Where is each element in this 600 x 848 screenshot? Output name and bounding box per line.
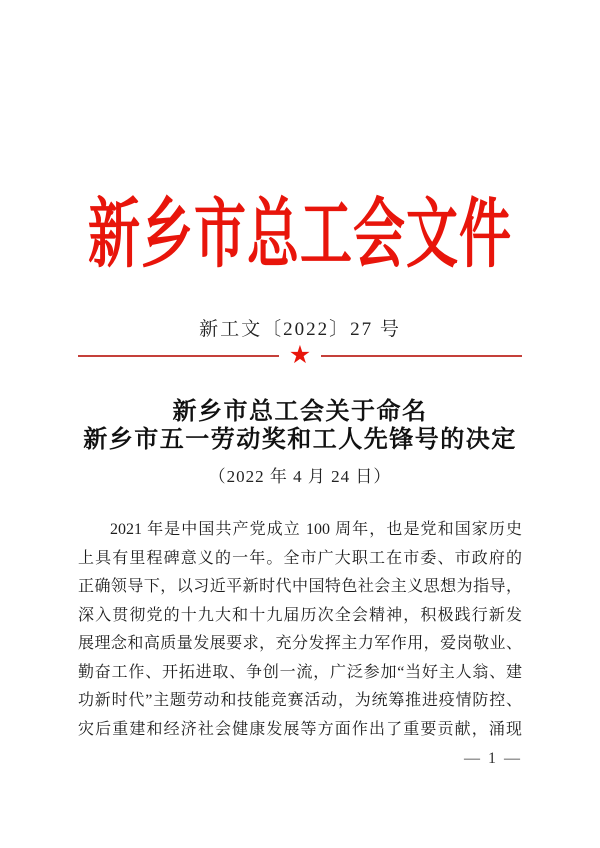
body-text-line: 展理念和高质量发展要求，充分发挥主力军作用，爱岗敬业、 [78, 635, 522, 652]
page-number: — 1 — [464, 750, 522, 767]
body-text-line: 上具有里程碑意义的一年。全市广大职工在市委、市政府的 [78, 549, 522, 567]
document-date: （2022 年 4 月 24 日） [208, 467, 392, 486]
banner-title: 新乡市总工会文件 [87, 194, 512, 278]
document-number: 新工文〔2022〕27 号 [199, 319, 401, 340]
body-text-line: 深入贯彻党的十九大和十九届历次全会精神，积极践行新发 [78, 606, 522, 624]
title-line-1: 新乡市总工会关于命名 [172, 399, 428, 425]
body-text-line: 正确领导下，以习近平新时代中国特色社会主义思想为指导， [78, 578, 522, 595]
document-title [0, 398, 600, 454]
body-text-line: 灾后重建和经济社会健康发展等方面作出了重要贡献，涌现 [78, 720, 522, 738]
body-text-line: 2021 年是中国共产党成立 100 周年，也是党和国家历史 [110, 521, 522, 538]
body-paragraph [78, 516, 522, 744]
title-line-2: 新乡市五一劳动奖和工人先锋号的决定 [83, 427, 517, 453]
divider-line-left [78, 355, 279, 357]
star-icon: ★ [288, 342, 312, 369]
body-text-line: 功新时代”主题劳动和技能竞赛活动，为统筹推进疫情防控、 [78, 692, 522, 709]
body-text-line: 勤奋工作、开拓进取、争创一流，广泛参加“当好主人翁、建 [78, 663, 522, 681]
divider-line-right [321, 355, 522, 357]
red-divider [78, 344, 522, 368]
red-header-banner [0, 190, 600, 284]
